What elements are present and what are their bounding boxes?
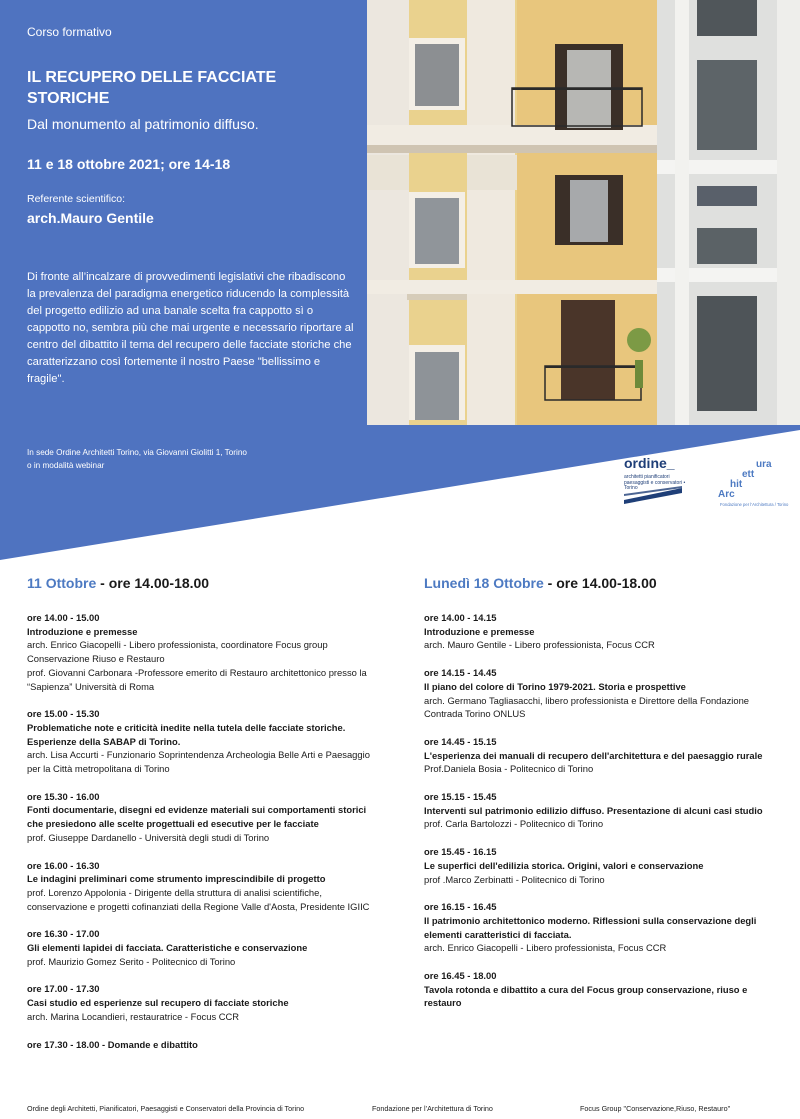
ordine-architetti-logo	[622, 455, 688, 505]
session-speakers: prof .Marco Zerbinatti - Politecnico di Torino	[424, 873, 605, 885]
session-time: ore 16.30 - 17.00	[27, 928, 100, 940]
session-speakers: arch. Enrico Giacopelli - Libero professionista, coordinatore Focus group Conservazione Riuso e Restauro prof. Giovanni Carbonara -Professore emerito di Restauro architettonico presso la “Sapienza” Università di Roma	[27, 639, 367, 692]
session-block	[424, 666, 776, 721]
session-time: ore 17.30 - 18.00	[27, 1038, 100, 1050]
session-block	[424, 611, 776, 652]
session-block	[27, 982, 379, 1023]
ordine-logo-mark	[624, 486, 682, 504]
session-time: ore 14.15 - 14.45	[424, 667, 497, 679]
session-title: - Domande e dibattito	[99, 1038, 198, 1050]
session-speakers: prof. Maurizio Gomez Serito - Politecnico di Torino	[27, 955, 236, 967]
session-block	[27, 611, 379, 693]
session-speakers: Prof.Daniela Bosia - Politecnico di Torino	[424, 763, 594, 775]
session-block	[424, 790, 776, 831]
session-block	[424, 845, 776, 886]
session-time: ore 15.30 - 16.00	[27, 790, 100, 802]
session-speakers: arch. Lisa Accurti - Funzionario Soprintendenza Archeologia Belle Arti e Paesaggio per la Città metropolitana di Torino	[27, 749, 370, 775]
session-speakers: arch. Enrico Giacopelli - Libero professionista, Focus CCR	[424, 942, 667, 954]
session-block	[424, 969, 776, 1010]
fondazione-logo-tagline: Fondazione per l’Architettura / Torino	[720, 502, 789, 507]
fondazione-logo-mark	[718, 455, 788, 501]
session-block	[27, 1038, 379, 1052]
venue-address: In sede Ordine Architetti Torino, via Giovanni Giolitti 1, Torino	[27, 448, 247, 457]
day2-heading	[424, 575, 776, 591]
footer-focus-group: Focus Group "Conservazione,Riuso, Restauro"	[580, 1104, 731, 1113]
session-time: ore 16.45 - 18.00	[424, 970, 497, 982]
ordine-logo-word: ordine_	[624, 455, 675, 471]
day2-program	[424, 575, 776, 1024]
session-title: Interventi sul patrimonio edilizio diffuso. Presentazione di alcuni casi studio	[424, 804, 763, 816]
session-block	[27, 927, 379, 968]
session-speakers: arch. Mauro Gentile - Libero professionista, Focus CCR	[424, 639, 655, 651]
session-title: Il piano del colore di Torino 1979-2021. Storia e prospettive	[424, 680, 686, 692]
footer	[0, 1104, 800, 1119]
fondazione-architettura-logo	[718, 455, 788, 510]
fondazione-logo-part3: hit	[730, 479, 743, 490]
session-line	[27, 1038, 379, 1052]
session-time: ore 15.45 - 16.15	[424, 846, 497, 858]
session-block	[424, 735, 776, 776]
session-time: ore 17.00 - 17.30	[27, 983, 100, 995]
session-title: Casi studio ed esperienze sul recupero di facciate storiche	[27, 997, 289, 1009]
session-block	[27, 790, 379, 845]
session-title: Problematiche note e criticità inedite nella tutela delle facciate storiche. Esperienze della SABAP di Torino.	[27, 721, 346, 747]
day1-heading	[27, 575, 379, 591]
session-time: ore 14.45 - 15.15	[424, 735, 497, 747]
day1-date: 11 Ottobre	[27, 575, 97, 591]
referent-label: Referente scientifico:	[27, 193, 126, 205]
day1-sessions	[27, 611, 379, 1051]
day2-time: - ore 14.00-18.00	[543, 575, 657, 591]
ordine-logo-subtitle: architetti pianificatori paesaggisti e conservatori • Torino	[624, 474, 686, 491]
session-title: Il patrimonio architettonico moderno. Riflessioni sulla conservazione degli elementi caratteristici di facciata.	[424, 914, 757, 940]
session-title: Gli elementi lapidei di facciata. Caratteristiche e conservazione	[27, 942, 308, 954]
session-speakers: prof. Lorenzo Appolonia - Dirigente della struttura di analisi scientifiche, conservazione e progetti cofinanziati della Regione Valle d'Aosta, Presidente IGIIC	[27, 886, 370, 912]
session-speakers: prof. Carla Bartolozzi - Politecnico di Torino	[424, 818, 604, 830]
session-block	[424, 900, 776, 955]
session-title: Introduzione e premesse	[424, 625, 535, 637]
subtitle: Dal monumento al patrimonio diffuso.	[27, 116, 259, 132]
session-title: Tavola rotonda e dibattito a cura del Focus group conservazione, riuso e restauro	[424, 983, 748, 1009]
page-title: IL RECUPERO DELLE FACCIATE STORICHE	[27, 69, 277, 107]
course-dates: 11 e 18 ottobre 2021; ore 14-18	[27, 156, 231, 172]
session-speakers: prof. Giuseppe Dardanello - Università degli studi di Torino	[27, 831, 270, 843]
day2-sessions	[424, 611, 776, 1010]
referent-name: arch.Mauro Gentile	[27, 210, 154, 226]
fondazione-logo-part1: ura	[756, 459, 772, 470]
session-time: ore 15.15 - 15.45	[424, 791, 497, 803]
fondazione-logo-part4: Arc	[718, 489, 735, 500]
session-time: ore 14.00 - 15.00	[27, 612, 100, 623]
session-title: Introduzione e premesse	[27, 625, 138, 637]
course-type: Corso formativo	[27, 25, 112, 39]
session-time: ore 15.00 - 15.30	[27, 708, 100, 720]
building-facade-photo	[367, 0, 800, 425]
fondazione-logo-part2: ett	[742, 469, 755, 480]
session-title: Fonti documentarie, disegni ed evidenze materiali sui comportamenti storici che presiedono alle scelte progettuali ed esecutive per le facciate	[27, 804, 367, 830]
session-block	[27, 859, 379, 914]
day1-time: - ore 14.00-18.00	[96, 575, 210, 591]
session-time: ore 16.15 - 16.45	[424, 901, 497, 913]
session-title: L'esperienza dei manuali di recupero dell'architettura e del paesaggio rurale	[424, 749, 763, 761]
session-time: ore 16.00 - 16.30	[27, 859, 100, 871]
footer-ordine: Ordine degli Architetti, Pianificatori, Paesaggisti e Conservatori della Provincia di Torino	[27, 1104, 305, 1113]
footer-fondazione: Fondazione per l’Architettura di Torino	[372, 1104, 493, 1113]
intro-paragraph: Di fronte all’incalzare di provvedimenti legislativi che ribadiscono la prevalenza del paradigma energetico riducendo la complessità del progetto edilizio ad una banale scelta fra cappotto sì o cappotto no, sembra più che mai urgente e necessario riportare al centro del dibattito il tema del recupero delle facciate storiche che caratterizzano così fortemente il nostro Paese "bellissimo e fragile".	[27, 271, 354, 385]
venue-info	[27, 446, 287, 472]
session-speakers: arch. Marina Locandieri, restauratrice - Focus CCR	[27, 1010, 240, 1022]
session-title: Le superfici dell'edilizia storica. Origini, valori e conservazione	[424, 859, 704, 871]
day2-date: Lunedì 18 Ottobre	[424, 575, 544, 591]
day1-program	[27, 575, 379, 1065]
session-title: Le indagini preliminari come strumento imprescindibile di progetto	[27, 873, 326, 885]
session-block	[27, 707, 379, 776]
session-speakers: arch. Germano Tagliasacchi, libero professionista e Direttore della Fondazione Contrada Torino ONLUS	[424, 694, 749, 720]
session-time: ore 14.00 - 14.15	[424, 612, 497, 623]
venue-webinar: o in modalità webinar	[27, 461, 105, 470]
